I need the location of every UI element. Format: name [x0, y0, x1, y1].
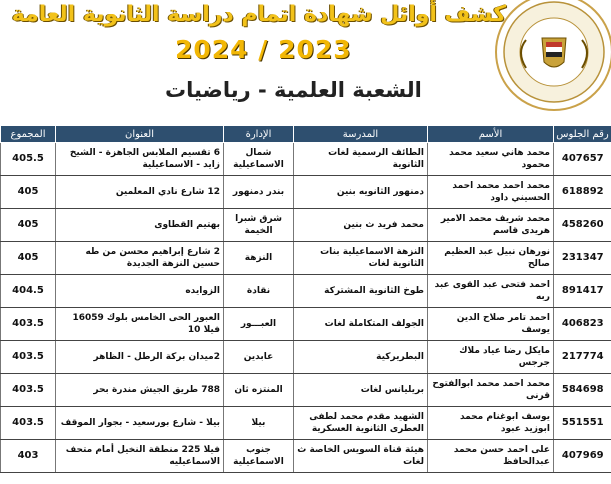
administration: عابدين	[224, 341, 294, 374]
student-name: يوسف ابوغنام محمد ابوزيد عبود	[428, 407, 554, 440]
table-row	[1, 209, 611, 242]
total-score: 405	[1, 242, 56, 275]
table-row	[1, 275, 611, 308]
ministry-seal-logo	[486, 0, 611, 115]
student-name: احمد تامر صلاح الدين يوسف	[428, 308, 554, 341]
school-name: بريليانس لغات	[294, 374, 428, 407]
seat-number: 217774	[554, 341, 611, 374]
school-name: البطريركية	[294, 341, 428, 374]
address: بيلا - شارع بورسعيد - بجوار الموقف	[56, 407, 224, 440]
student-name: محمد هاني سعيد محمد محمود	[428, 143, 554, 176]
seat-number: 406823	[554, 308, 611, 341]
col-administration: الإدارة	[224, 126, 294, 143]
seat-number: 458260	[554, 209, 611, 242]
total-score: 404.5	[1, 275, 56, 308]
address: 12 شارع نادي المعلمين	[56, 176, 224, 209]
col-total: المجموع	[1, 126, 56, 143]
col-address: العنوان	[56, 126, 224, 143]
school-name: محمد فريد ث بنين	[294, 209, 428, 242]
student-name: نورهان نبيل عبد العظيم صالح	[428, 242, 554, 275]
administration: جنوب الاسماعيلية	[224, 440, 294, 473]
total-score: 405	[1, 209, 56, 242]
page-title: كشف أوائل شهادة اتمام دراسة الثانوية العامة	[11, 2, 506, 27]
student-name: محمد احمد محمد احمد الحسيني داود	[428, 176, 554, 209]
total-score: 403.5	[1, 308, 56, 341]
administration: المنتزه ثان	[224, 374, 294, 407]
total-score: 403.5	[1, 407, 56, 440]
table-row	[1, 341, 611, 374]
student-name: محمد شريف محمد الامير هريدى قاسم	[428, 209, 554, 242]
seat-number: 891417	[554, 275, 611, 308]
school-name: طوخ الثانوية المشتركة	[294, 275, 428, 308]
administration: النزهة	[224, 242, 294, 275]
student-name: مايكل رضا عياد ملاك جرجس	[428, 341, 554, 374]
address: فيلا 225 منطقة النخيل أمام متحف الاسماعيليه	[56, 440, 224, 473]
administration: بيلا	[224, 407, 294, 440]
administration: نقادة	[224, 275, 294, 308]
administration: شرق شبرا الخيمة	[224, 209, 294, 242]
total-score: 405.5	[1, 143, 56, 176]
total-score: 403.5	[1, 374, 56, 407]
administration: بندر دمنهور	[224, 176, 294, 209]
address: 6 تقسيم الملابس الجاهزة - الشيخ زايد - الاسماعيلية	[56, 143, 224, 176]
student-name: احمد فتحى عبد القوى عبد ربه	[428, 275, 554, 308]
school-name: الطائف الرسمية لغات الثانوية	[294, 143, 428, 176]
table-row	[1, 308, 611, 341]
page-header	[0, 0, 611, 120]
school-name: الجولف المتكاملة لغات	[294, 308, 428, 341]
col-name: الأسم	[428, 126, 554, 143]
school-name: هيئة قناة السويس الخاصة ث لغات	[294, 440, 428, 473]
col-school: المدرسة	[294, 126, 428, 143]
academic-year: 2024 / 2023	[175, 35, 352, 64]
student-name: على احمد حسن محمد عبدالحافظ	[428, 440, 554, 473]
address: بهتيم القطاوى	[56, 209, 224, 242]
seat-number: 407657	[554, 143, 611, 176]
address: 2 شارع إبراهيم محسن من طه حسين النزهة الجديدة	[56, 242, 224, 275]
address: الزوايده	[56, 275, 224, 308]
table-row	[1, 143, 611, 176]
administration: شمال الاسماعيلية	[224, 143, 294, 176]
col-seat-number: رقم الجلوس	[554, 126, 611, 143]
address: 2ميدان بركة الرطل - الظاهر	[56, 341, 224, 374]
table-row	[1, 374, 611, 407]
school-name: الشهيد مقدم محمد لطفى العطرى الثانوية العسكرية	[294, 407, 428, 440]
school-name: دمنهور الثانويه بنين	[294, 176, 428, 209]
table-row	[1, 440, 611, 473]
top-students-table	[0, 125, 611, 473]
table-header-row	[1, 126, 611, 143]
total-score: 405	[1, 176, 56, 209]
administration: العبـــور	[224, 308, 294, 341]
seat-number: 618892	[554, 176, 611, 209]
address: العبور الحى الخامس بلوك 16059 فيلا 10	[56, 308, 224, 341]
table-row	[1, 176, 611, 209]
table-row	[1, 242, 611, 275]
school-name: النزهة الاسماعيلية بنات الثانوية لغات	[294, 242, 428, 275]
branch-subtitle: الشعبة العلمية - رياضيات	[165, 78, 422, 102]
total-score: 403	[1, 440, 56, 473]
table-row	[1, 407, 611, 440]
results-table-container	[0, 125, 611, 484]
seat-number: 407969	[554, 440, 611, 473]
seat-number: 551551	[554, 407, 611, 440]
address: 788 طريق الجيش مندرة بحر	[56, 374, 224, 407]
student-name: محمد احمد محمد ابوالفتوح قرنى	[428, 374, 554, 407]
seat-number: 231347	[554, 242, 611, 275]
total-score: 403.5	[1, 341, 56, 374]
seat-number: 584698	[554, 374, 611, 407]
